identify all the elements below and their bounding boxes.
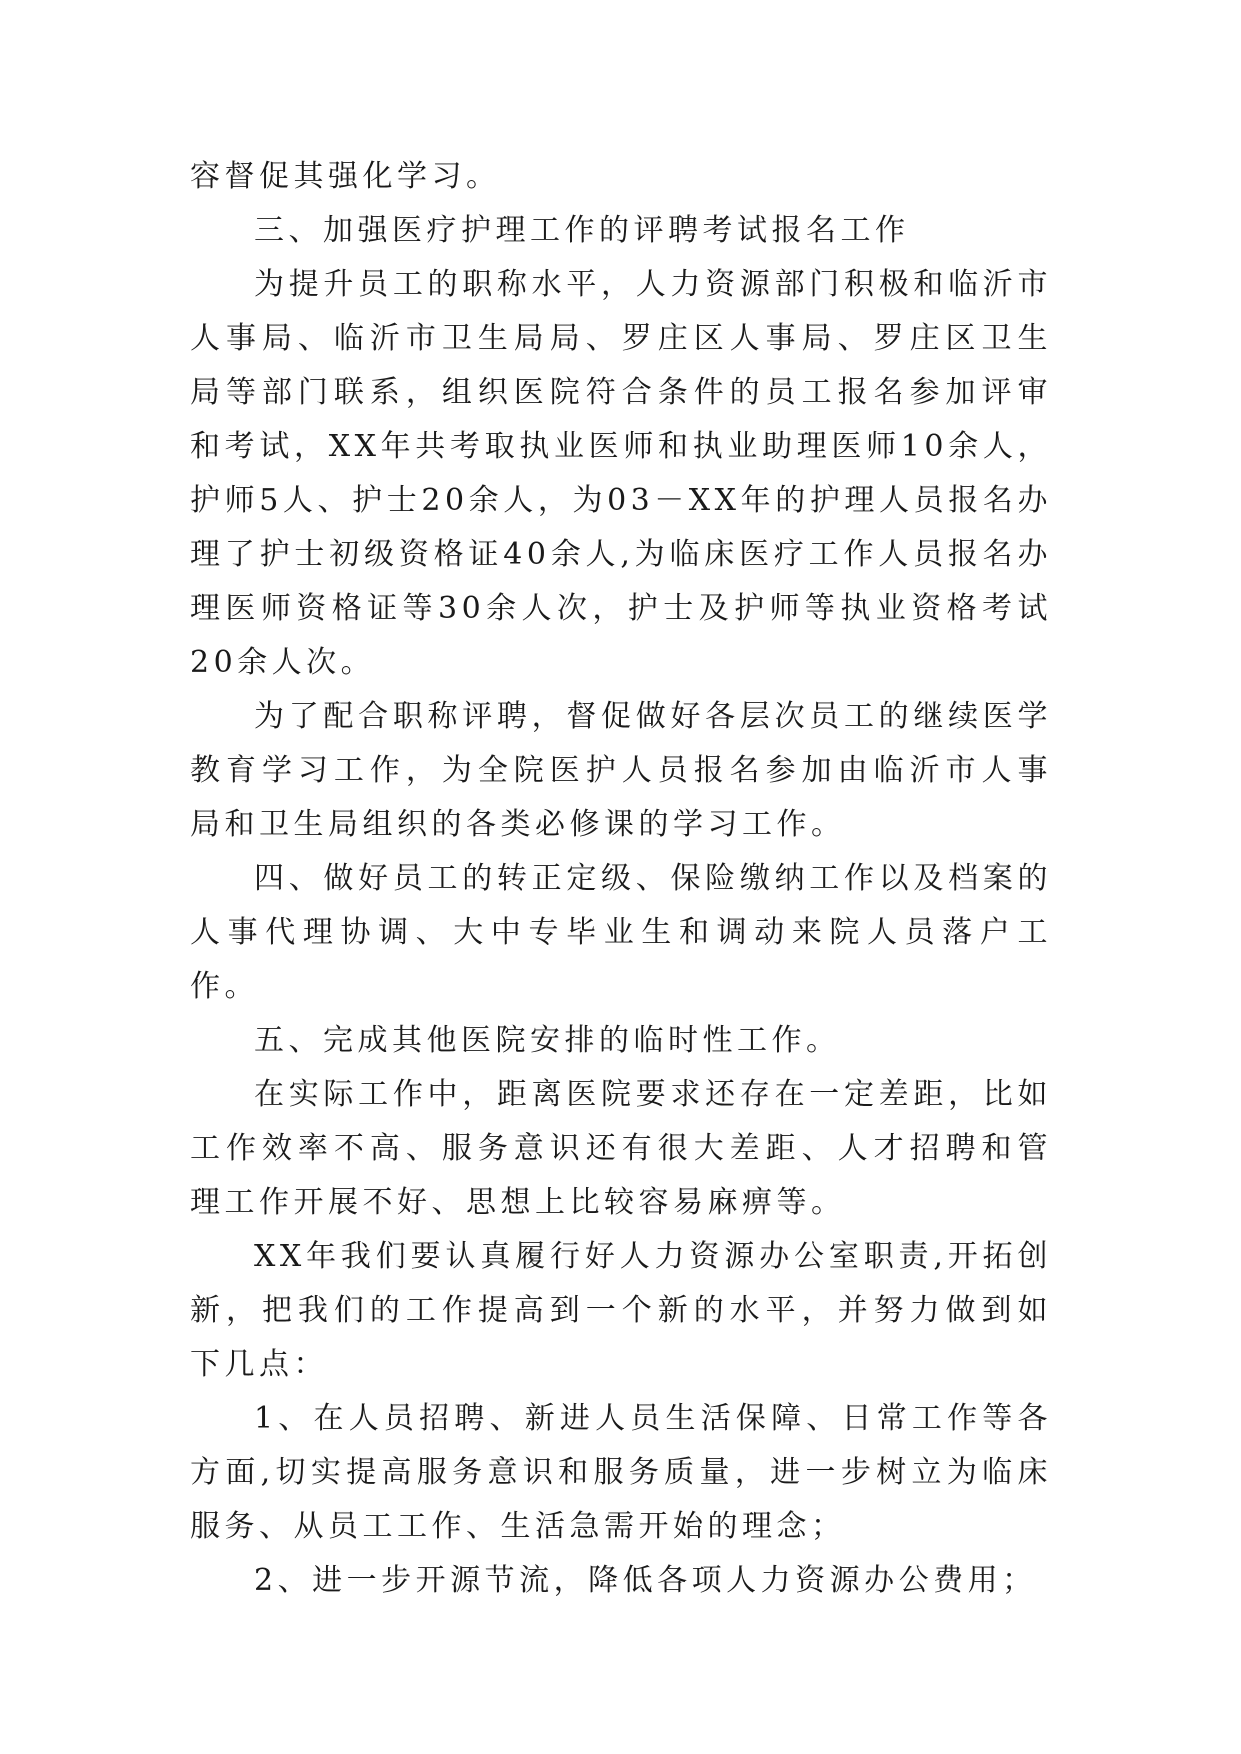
section-heading-5: 五、完成其他医院安排的临时性工作。: [254, 1023, 841, 1058]
section-heading-3: 三、加强医疗护理工作的评聘考试报名工作: [254, 213, 910, 248]
paragraph-8: XX年我们要认真履行好人力资源办公室职责,开拓创新，把我们的工作提高到一个新的水平，并努力做到如下几点：: [190, 1239, 1052, 1382]
paragraph-1: 容督促其强化学习。: [190, 159, 501, 194]
paragraph-4: 为了配合职称评聘，督促做好各层次员工的继续医学教育学习工作，为全院医护人员报名参加由临沂市人事局和卫生局组织的各类必修课的学习工作。: [190, 699, 1052, 842]
paragraph-7: 在实际工作中，距离医院要求还存在一定差距，比如工作效率不高、服务意识还有很大差距、人才招聘和管理工作开展不好、思想上比较容易麻痹等。: [190, 1077, 1052, 1220]
list-item-1: 1、在人员招聘、新进人员生活保障、日常工作等各方面,切实提高服务意识和服务质量，进一步树立为临床服务、从员工工作、生活急需开始的理念；: [190, 1401, 1052, 1544]
paragraph-3: 为提升员工的职称水平，人力资源部门积极和临沂市人事局、临沂市卫生局局、罗庄区人事局、罗庄区卫生局等部门联系，组织医院符合条件的员工报名参加评审和考试，XX年共考取执业医师和执业助理医师10余人，护师5人、护士20余人，为03－XX年的护理人员报名办理了护士初级资格证40余人,为临床医疗工作人员报名办理医师资格证等30余人次，护士及护师等执业资格考试20余人次。: [190, 267, 1052, 680]
section-heading-4: 四、做好员工的转正定级、保险缴纳工作以及档案的人事代理协调、大中专毕业生和调动来院人员落户工作。: [190, 861, 1052, 1004]
document-body: [190, 150, 1052, 1608]
list-item-2: 2、进一步开源节流，降低各项人力资源办公费用；: [254, 1563, 1037, 1598]
